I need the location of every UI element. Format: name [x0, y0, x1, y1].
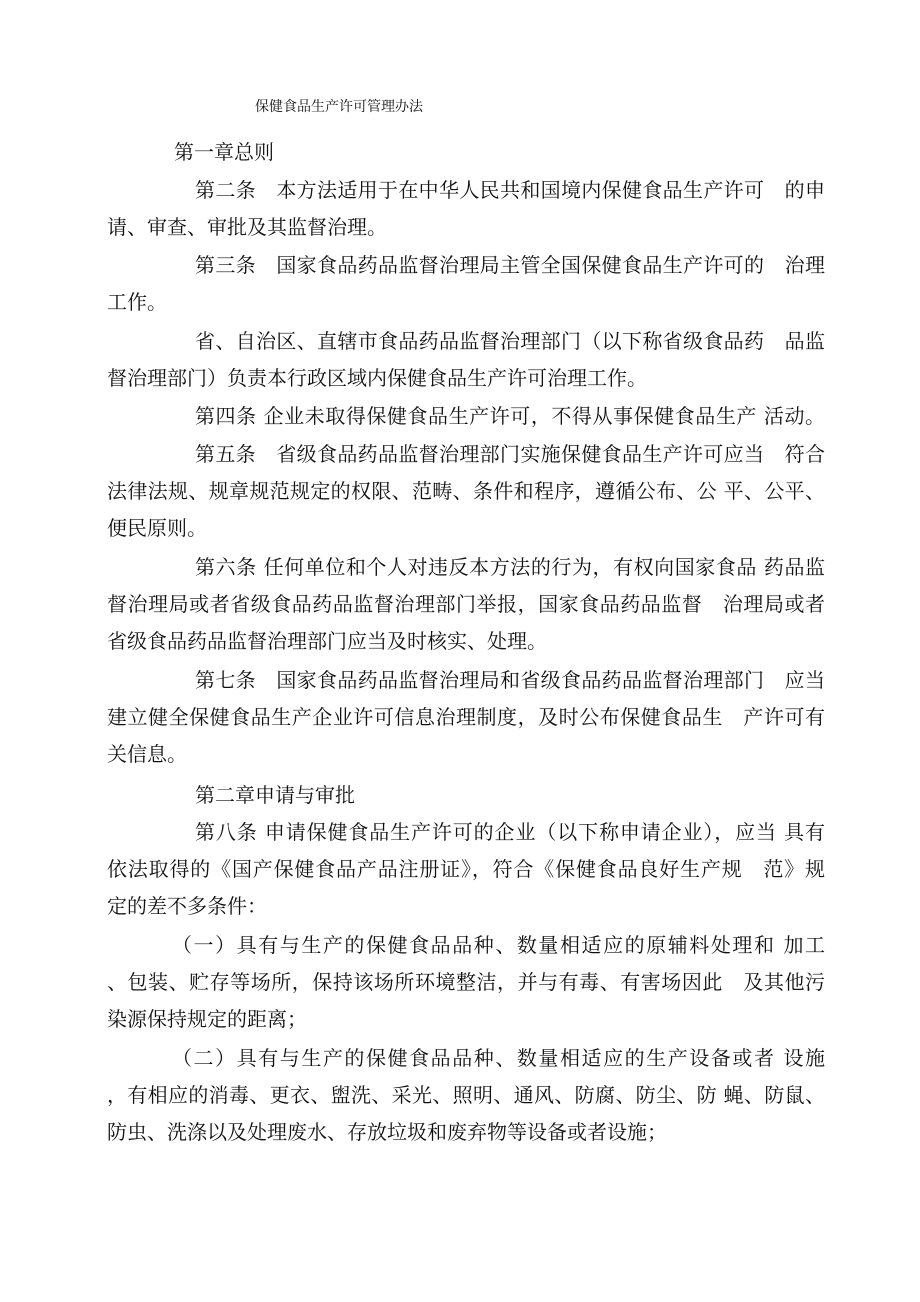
item-1-line: （一）具有与生产的保健食品品种、数量相适应的原辅料处理和 加工 [172, 933, 825, 957]
article-8-line: 定的差不多条件： [107, 894, 267, 918]
article-6-line: 省级食品药品监督治理部门应当及时核实、处理。 [107, 629, 547, 653]
document-title: 保健食品生产许可管理办法 [255, 99, 423, 115]
article-8-line: 依法取得的《国产保健食品产品注册证》，符合《保健食品良好生产规 范》规 [107, 857, 825, 881]
article-5-line: 法律法规、规章规范规定的权限、范畴、条件和程序，遵循公布、公 平、公平、 [107, 479, 825, 503]
item-2-line: 防虫、洗涤以及处理废水、存放垃圾和废弃物等设备或者设施； [107, 1120, 667, 1144]
article-6-line: 督治理局或者省级食品药品监督治理部门举报，国家食品药品监督 治理局或者 [107, 592, 825, 616]
article-7-line: 关信息。 [107, 742, 187, 766]
article-6-line: 第六条 任何单位和个人对违反本方法的行为，有权向国家食品 药品监 [195, 555, 825, 579]
article-3-line: 工作。 [107, 290, 167, 314]
item-1-line: 、包装、贮存等场所，保持该场所环境整洁，并与有毒、有害场因此 及其他污 [107, 970, 825, 994]
article-3b-line: 省、自治区、直辖市食品药品监督治理部门（以下称省级食品药 品监 [195, 329, 825, 353]
chapter-heading: 第二章申请与审批 [195, 783, 355, 807]
article-2-line: 第二条 本方法适用于在中华人民共和国境内保健食品生产许可 的申 [195, 178, 825, 202]
article-4-line: 第四条 企业未取得保健食品生产许可，不得从事保健食品生产 活动。 [195, 404, 825, 428]
item-1-line: 染源保持规定的距离； [107, 1007, 307, 1031]
article-3-line: 第三条 国家食品药品监督治理局主管全国保健食品生产许可的 治理 [195, 253, 825, 277]
article-5-line: 便民原则。 [107, 516, 207, 540]
article-8-line: 第八条 申请保健食品生产许可的企业（以下称申请企业），应当 具有 [195, 820, 825, 844]
article-5-line: 第五条 省级食品药品监督治理部门实施保健食品生产许可应当 符合 [195, 442, 825, 466]
item-2-line: （二）具有与生产的保健食品品种、数量相适应的生产设备或者 设施 [172, 1046, 825, 1070]
article-3b-line: 督治理部门）负责本行政区域内保健食品生产许可治理工作。 [107, 366, 647, 390]
article-2-line: 请、审查、审批及其监督治理。 [107, 215, 387, 239]
article-7-line: 建立健全保健食品生产企业许可信息治理制度，及时公布保健食品生 产许可有 [107, 705, 825, 729]
item-2-line: ，有相应的消毒、更衣、盥洗、采光、照明、通风、防腐、防尘、防 蝇、防鼠、 [107, 1083, 825, 1107]
chapter-heading: 第一章总则 [174, 140, 274, 164]
article-7-line: 第七条 国家食品药品监督治理局和省级食品药品监督治理部门 应当 [195, 668, 825, 692]
